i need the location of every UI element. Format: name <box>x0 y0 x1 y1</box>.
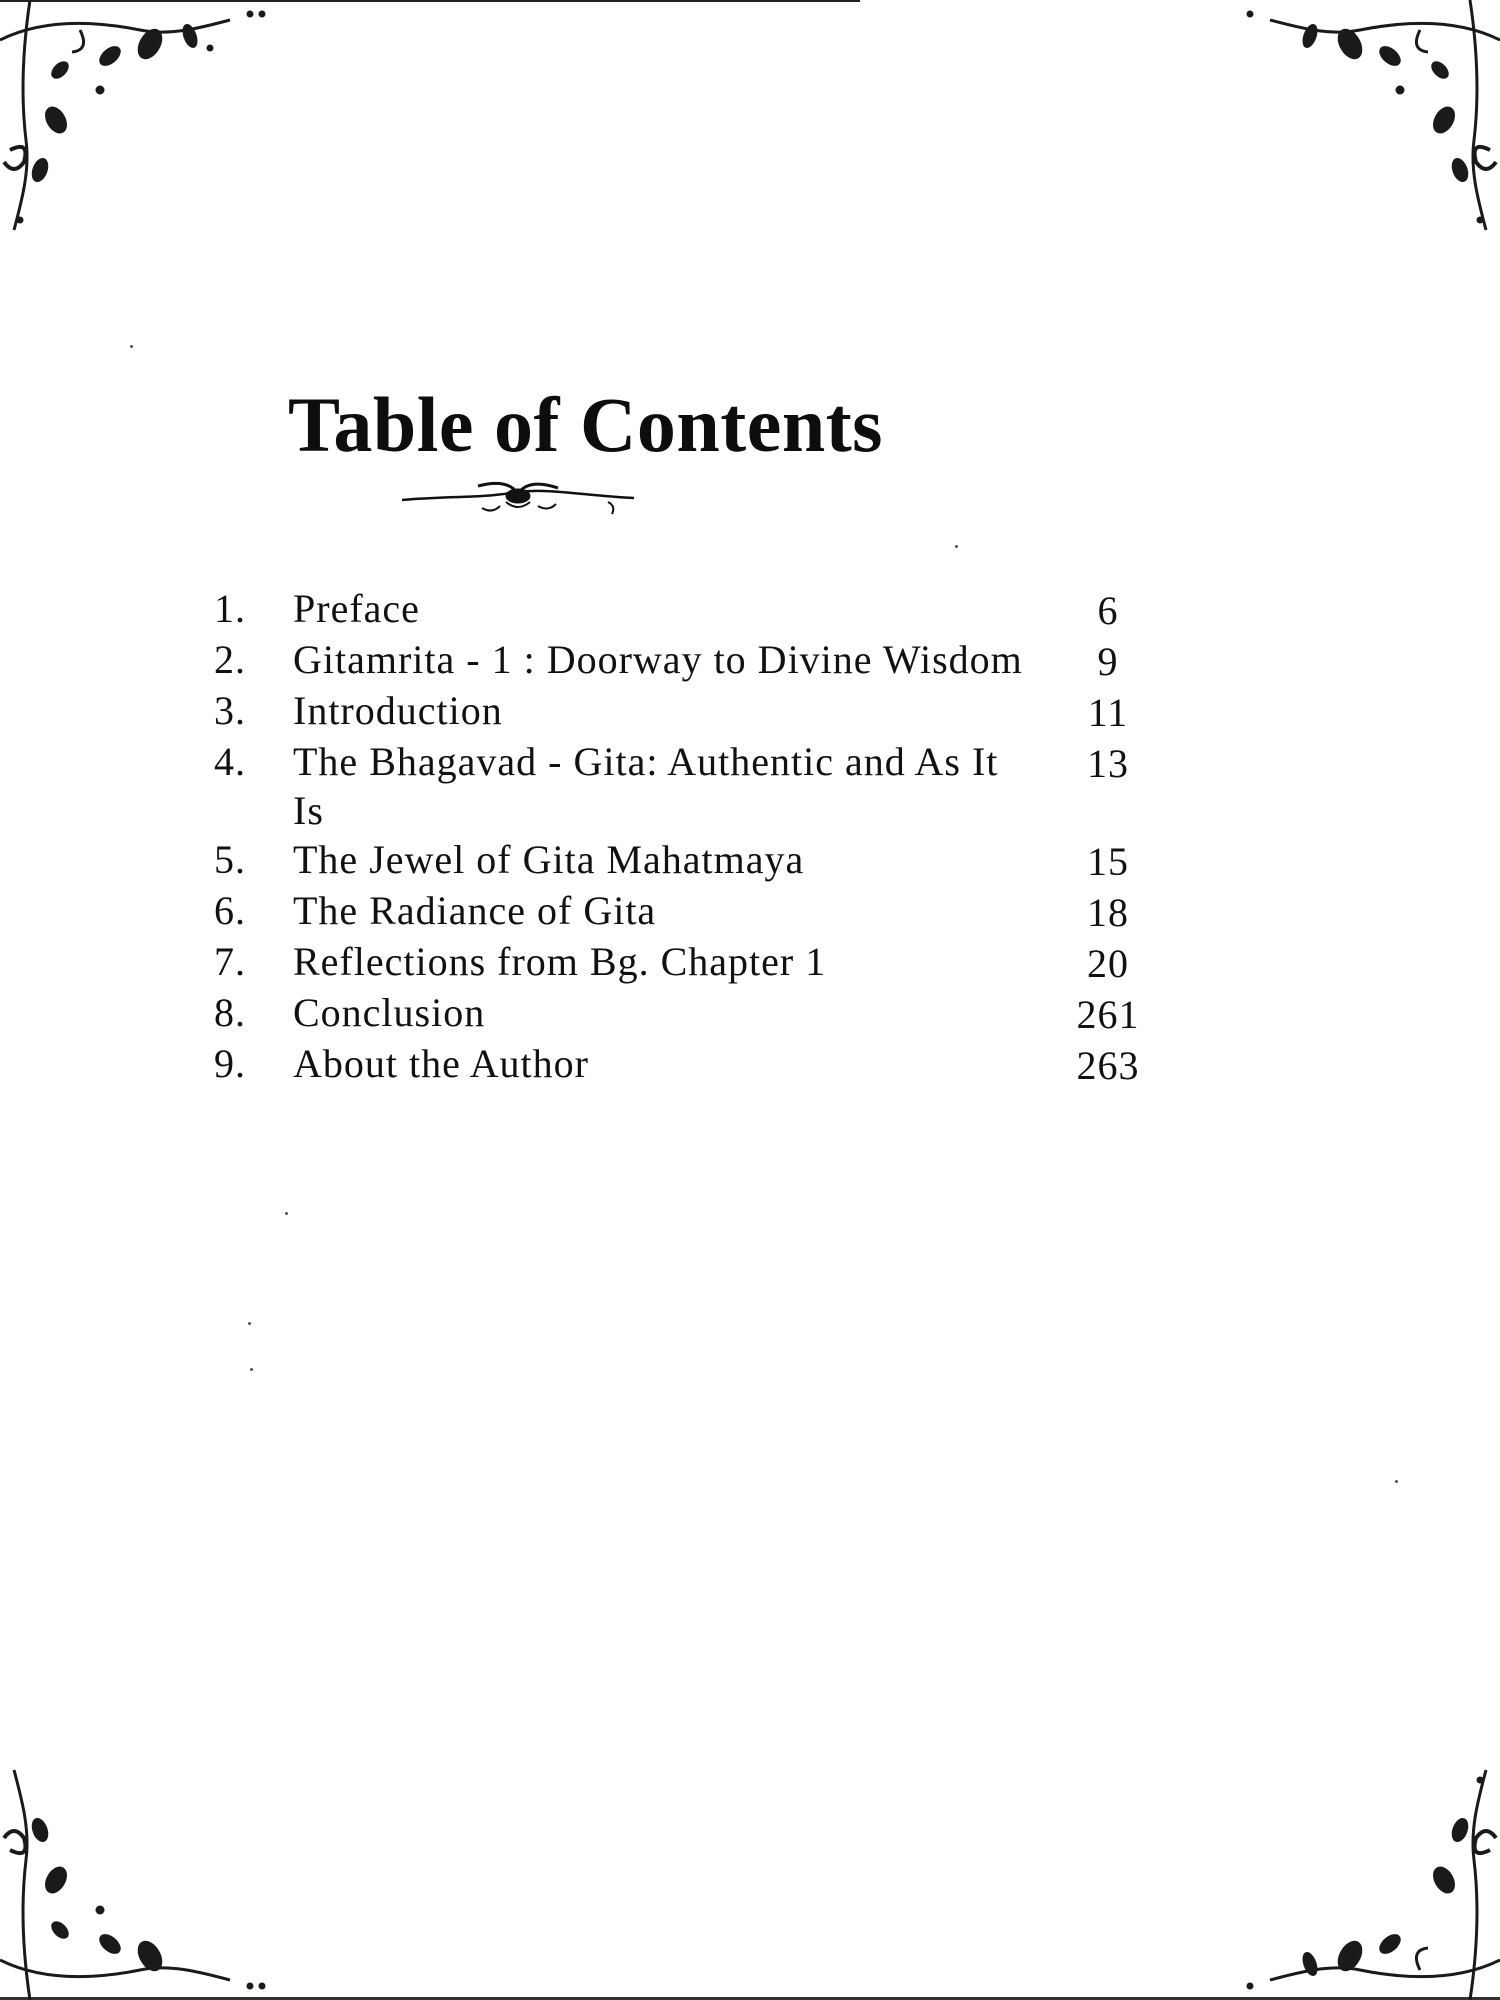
toc-entry[interactable] <box>214 737 1284 835</box>
scan-speck <box>955 545 958 548</box>
toc-entry-number: 7. <box>214 939 246 984</box>
toc-entry-number: 5. <box>214 837 246 882</box>
scan-speck <box>248 1322 251 1325</box>
scan-speck <box>1395 1480 1398 1483</box>
toc-entry-number: 9. <box>214 1041 246 1086</box>
toc-entry-title: Preface <box>293 586 420 631</box>
toc-entry-number: 6. <box>214 888 246 933</box>
toc-entry-page: 6 <box>1097 588 1119 633</box>
toc-entry-page: 18 <box>1087 890 1129 935</box>
floral-corner-ornament <box>0 0 300 260</box>
toc-entry-number: 1. <box>214 586 246 631</box>
scan-speck <box>250 1368 253 1371</box>
toc-entry[interactable] <box>214 686 1284 737</box>
toc-entry-number: 3. <box>214 688 246 733</box>
toc-entry-page: 20 <box>1087 941 1129 986</box>
toc-entry[interactable] <box>214 988 1284 1039</box>
toc-entry-title: About the Author <box>293 1041 589 1086</box>
toc-entry[interactable] <box>214 886 1284 937</box>
toc-entry-number: 8. <box>214 990 246 1035</box>
page-title: Table of Contents <box>288 381 884 468</box>
scan-speck <box>285 1212 288 1215</box>
scan-speck <box>130 345 133 348</box>
floral-corner-ornament <box>0 1740 300 2000</box>
toc-entry[interactable] <box>214 1039 1284 1090</box>
floral-corner-ornament <box>1200 0 1500 260</box>
toc-entry-page: 11 <box>1087 690 1129 735</box>
toc-entry-page: 261 <box>1076 992 1140 1037</box>
toc-entry-title: The Jewel of Gita Mahatmaya <box>293 837 805 882</box>
floral-corner-ornament <box>1200 1740 1500 2000</box>
toc-entry-page: 15 <box>1087 839 1129 884</box>
title-flourish-ornament <box>398 478 638 518</box>
toc-entry-title: Conclusion <box>293 990 486 1035</box>
toc-entry[interactable] <box>214 584 1284 635</box>
table-of-contents-list <box>214 584 1284 1090</box>
toc-entry-page: 9 <box>1097 639 1119 684</box>
toc-entry-title: Introduction <box>293 688 503 733</box>
toc-entry-page: 13 <box>1087 741 1129 786</box>
toc-entry-title: Reflections from Bg. Chapter 1 <box>293 939 827 984</box>
toc-entry[interactable] <box>214 835 1284 886</box>
toc-entry-title: The Radiance of Gita <box>293 888 657 933</box>
toc-entry[interactable] <box>214 937 1284 988</box>
toc-entry-page: 263 <box>1076 1043 1140 1088</box>
toc-entry-title: The Bhagavad - Gita: Authentic and As It Is <box>293 739 999 833</box>
toc-entry-number: 4. <box>214 739 246 784</box>
toc-entry-number: 2. <box>214 637 246 682</box>
toc-entry[interactable] <box>214 635 1284 686</box>
toc-entry-title: Gitamrita - 1 : Doorway to Divine Wisdom <box>293 637 1023 682</box>
